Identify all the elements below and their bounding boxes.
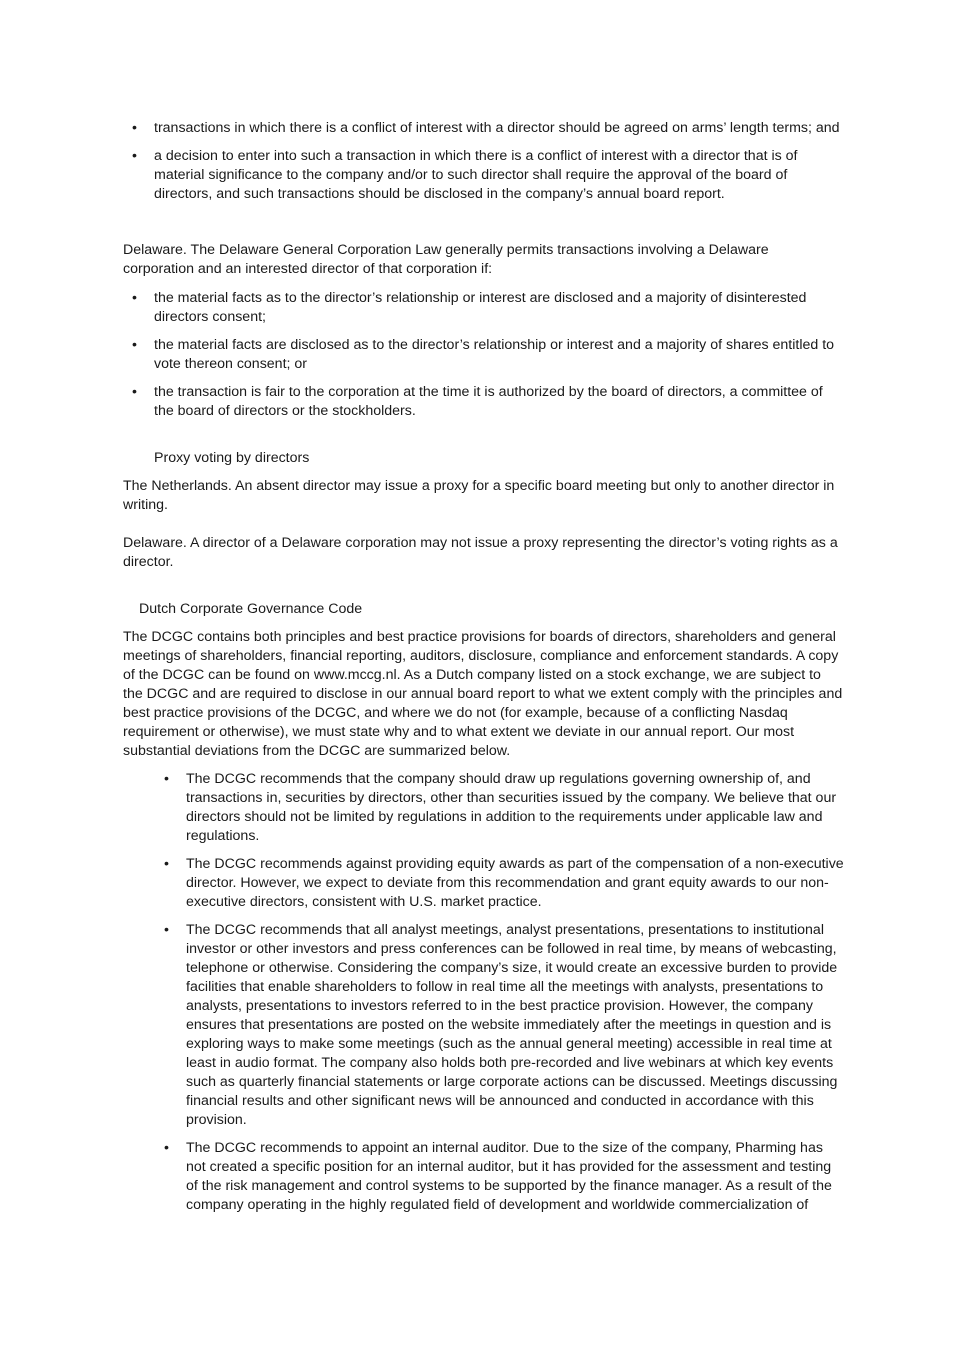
- bullet-marker: •: [132, 384, 137, 400]
- list-item: [132, 119, 844, 138]
- proxy-netherlands-paragraph: The Netherlands. An absent director may issue a proxy for a specific board meeting but only to another director in writing.: [123, 478, 835, 513]
- bullet-marker: •: [132, 148, 137, 164]
- bullet-marker: •: [132, 290, 137, 306]
- list-item-text: the transaction is fair to the corporation at the time it is authorized by the board of directors, a committee of the board of directors or the stockholders.: [154, 384, 823, 419]
- dcgc-intro-paragraph: The DCGC contains both principles and best practice provisions for boards of directors, shareholders and general meetings of shareholders, financial reporting, auditors, disclosure, compliance and enforcement standards. A copy of the DCGC can be found on www.mccg.nl. As a Dutch company listed on a stock exchange, we are subject to the DCGC and are required to disclose in our annual board report to what we extent comply with the principles and best practice provisions of the DCGC, and where we do not (for example, because of a conflicting Nasdaq requirement or otherwise), we must state why and to what extent we deviate in our annual report. Our most substantial deviations from the DCGC are summarized below.: [123, 629, 843, 759]
- list-item-text: The DCGC recommends against providing equity awards as part of the compensation of a non-executive director. However, we expect to deviate from this recommendation and grant equity awards to our non-executive directors, consistent with U.S. market practice.: [186, 856, 844, 910]
- list-item-text: transactions in which there is a conflict of interest with a director should be agreed on arms’ length terms; and: [154, 120, 840, 136]
- proxy-voting-heading: Proxy voting by directors: [154, 450, 310, 466]
- list-item-text: The DCGC recommends that all analyst meetings, analyst presentations, presentations to institutional investor or other investors and press conferences can be followed in real time, by means of webcasting, telephone or otherwise. Considering the company’s size, it would create an excessive burden to provide facilities that enable shareholders to follow in real time all the meetings with analysts, presentations to analysts, presentations to investors referred to in the best practice provision. However, the company ensures that presentations are posted on the website immediately after the meetings in question and is exploring ways to make some meetings (such as the annual general meeting) accessible in real time at least in audio format. The company also holds both pre-recorded and live webinars at which key events such as quarterly financial statements or large corporate actions can be discussed. Meetings discussing financial results and other significant news will be announced and conducted in accordance with this provision.: [186, 922, 838, 1128]
- list-item: [164, 770, 844, 846]
- list-item: [164, 1139, 844, 1215]
- list-item-text: the material facts as to the director’s relationship or interest are disclosed and a majority of disinterested directors consent;: [154, 290, 807, 325]
- list-item: [132, 289, 844, 327]
- list-item: [164, 921, 844, 1130]
- list-item-text: The DCGC recommends that the company should draw up regulations governing ownership of, and transactions in, securities by directors, other than securities issued by the company. We believe that our directors should not be limited by regulations in addition to the requirements under applicable law and regulations.: [186, 771, 837, 844]
- bullet-marker: •: [132, 120, 137, 136]
- list-item: [132, 336, 844, 374]
- dcgc-heading: Dutch Corporate Governance Code: [139, 601, 363, 617]
- delaware-bullet-list: [132, 289, 844, 430]
- list-item-text: a decision to enter into such a transaction in which there is a conflict of interest with a director that is of material significance to the company and/or to such director shall require the approval of the board of directors, and such transactions should be disclosed in the company’s annual board report.: [154, 148, 798, 202]
- conflict-bullet-list: [132, 119, 844, 213]
- bullet-marker: •: [164, 1140, 169, 1156]
- bullet-marker: •: [164, 856, 169, 872]
- proxy-delaware-paragraph: Delaware. A director of a Delaware corporation may not issue a proxy representing the director’s voting rights as a director.: [123, 535, 838, 570]
- bullet-marker: •: [164, 771, 169, 787]
- dcgc-bullet-list: [164, 770, 844, 1224]
- list-item-text: the material facts are disclosed as to the director’s relationship or interest and a majority of shares entitled to vote thereon consent; or: [154, 337, 835, 372]
- list-item: [164, 855, 844, 912]
- list-item: [132, 383, 844, 421]
- bullet-marker: •: [132, 337, 137, 353]
- bullet-marker: •: [164, 922, 169, 938]
- list-item: [132, 147, 844, 204]
- delaware-intro-paragraph: Delaware. The Delaware General Corporation Law generally permits transactions involving a Delaware corporation and an interested director of that corporation if:: [123, 242, 769, 277]
- list-item-text: The DCGC recommends to appoint an internal auditor. Due to the size of the company, Pharming has not created a specific position for an internal auditor, but it has provided for the assessment and testing of the risk management and control systems to be supported by the finance manager. As a result of the company operating in the highly regulated field of development and worldwide commercialization of: [186, 1140, 832, 1213]
